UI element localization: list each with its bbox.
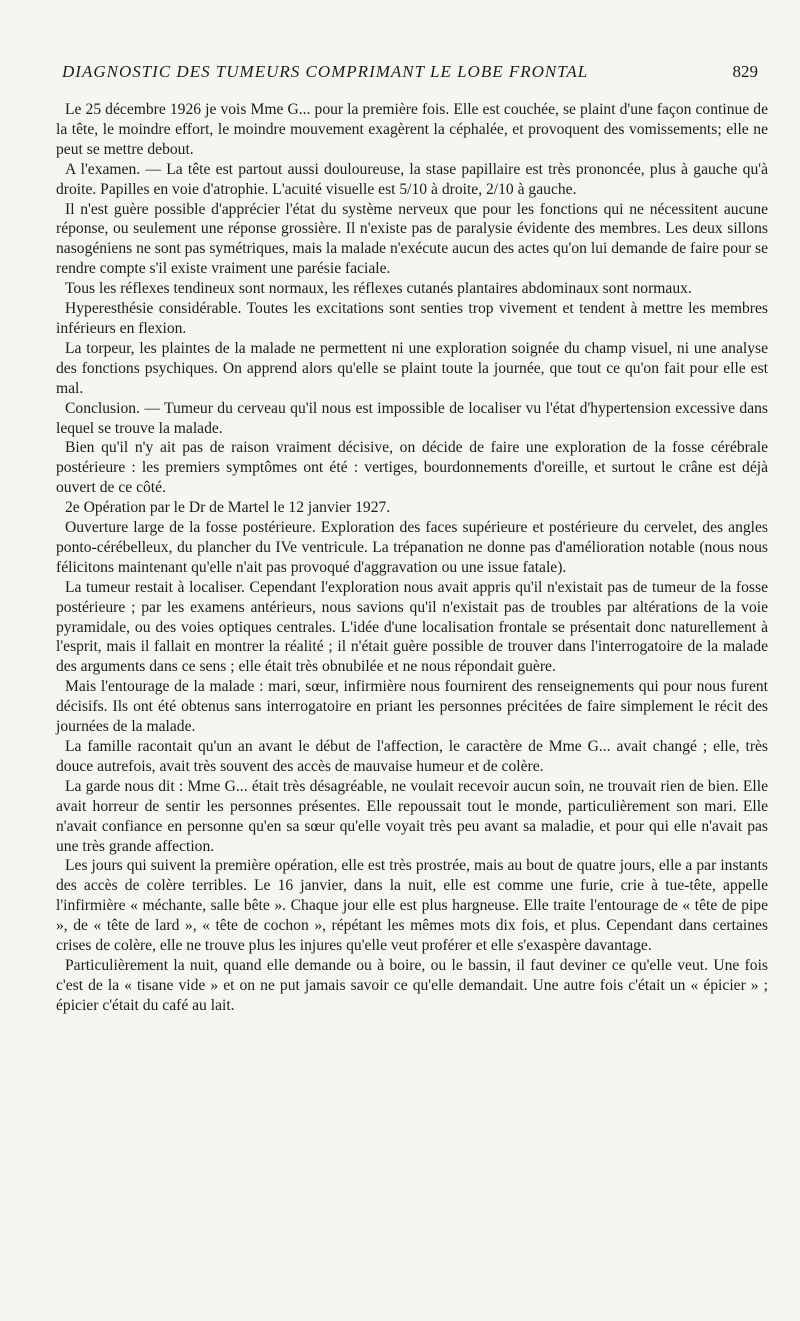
- paragraph: Particulièrement la nuit, quand elle demande ou à boire, ou le bassin, il faut deviner ce qu'elle veut. Une fois c'est de la « tisane vide » et on ne put jamais savoir ce qu'elle demandait. Une autre fois c'était un « épicier » ; épicier c'était du café au lait.: [56, 956, 768, 1014]
- paragraph: Bien qu'il n'y ait pas de raison vraiment décisive, on décide de faire une exploration de la fosse cérébrale postérieure : les premiers symptômes ont été : vertiges, bourdonnements d'oreille, et surtout le crâne est déjà ouvert de ce côté.: [56, 439, 768, 497]
- paragraph: Le 25 décembre 1926 je vois Mme G... pour la première fois. Elle est couchée, se plaint d'une façon continue de la tête, le moindre effort, le moindre mouvement exagèrent la céphalée, et provoquent des vomissements; elle ne peut se mettre debout.: [56, 101, 768, 158]
- paragraph: Les jours qui suivent la première opération, elle est très prostrée, mais au bout de quatre jours, elle a par instants des accès de colère terribles. Le 16 janvier, dans la nuit, elle est comme une furie, crie à tue-tête, appelle l'infirmière « méchante, salle bête ». Chaque jour elle est plus hargneuse. Elle traite l'entourage de « tête de pipe », de « tête de lard », « tête de cochon », répétant les mêmes mots dix fois, et plus. Cependant dans certaines crises de colère, elle ne trouve plus les injures qu'elle veut proférer et elle s'exaspère davantage.: [56, 857, 768, 955]
- paragraph: Conclusion. — Tumeur du cerveau qu'il nous est impossible de localiser vu l'état d'hypertension excessive dans lequel se trouve la malade.: [56, 399, 768, 437]
- paragraph: Mais l'entourage de la malade : mari, sœur, infirmière nous fournirent des renseignements qui pour nous furent décisifs. Ils ont été obtenus sans interrogatoire en priant les personnes précitées de faire simplement le récit des journées de la malade.: [56, 678, 768, 736]
- paragraph: A l'examen. — La tête est partout aussi douloureuse, la stase papillaire est très prononcée, plus à gauche qu'à droite. Papilles en voie d'atrophie. L'acuité visuelle est 5/10 à droite, 2/10 à gauche.: [56, 160, 768, 198]
- page-number: 829: [732, 62, 758, 81]
- paragraph: La tumeur restait à localiser. Cependant l'exploration nous avait appris qu'il n'existait pas de tumeur de la fosse postérieure ; par les examens antérieurs, nous savions qu'il n'existait pas de troubles par altérations de la voie pyramidale, ou des voies optiques centrales. L'idée d'une localisation frontale se présentait donc naturellement à l'esprit, mais il fallait en montrer la réalité ; il n'était guère possible de trouver dans l'interrogatoire de la malade des arguments dans ce sens ; elle était très obnubilée et ne nous répondait guère.: [56, 578, 768, 676]
- paragraph: 2e Opération par le Dr de Martel le 12 janvier 1927.: [65, 499, 391, 517]
- paragraph: Il n'est guère possible d'apprécier l'état du système nerveux que pour les fonctions qui ne nécessitent aucune réponse, ou seulement une réponse grossière. Il n'existe pas de paralysie évidente des membres. Les deux sillons nasogéniens ne sont pas symétriques, mais la malade n'exécute aucun des actes qu'on lui demande de faire pour se rendre compte s'il existe vraiment une parésie faciale.: [56, 200, 768, 278]
- paragraph: La torpeur, les plaintes de la malade ne permettent ni une exploration soignée du champ visuel, ni une analyse des fonctions psychiques. On apprend alors qu'elle se plaint toute la journée, que tout ce qu'on fait pour elle est mal.: [56, 339, 768, 397]
- paragraph: La famille racontait qu'un an avant le début de l'affection, le caractère de Mme G... avait changé ; elle, très douce autrefois, avait très souvent des accès de mauvaise humeur et de colère.: [56, 738, 768, 775]
- paragraph: Ouverture large de la fosse postérieure. Exploration des faces supérieure et postérieure du cervelet, des angles ponto-cérébelleux, du plancher du IVe ventricule. La trépanation ne donne pas d'amélioration notable (nous nous félicitons maintenant qu'elle n'ait pas provoqué d'aggravation ou une issue fatale).: [56, 519, 768, 576]
- paragraph: Hyperesthésie considérable. Toutes les excitations sont senties trop vivement et tendent à mettre les membres inférieurs en flexion.: [56, 300, 768, 337]
- running-head: DIAGNOSTIC DES TUMEURS COMPRIMANT LE LOBE FRONTAL: [62, 62, 589, 81]
- paragraph: Tous les réflexes tendineux sont normaux, les réflexes cutanés plantaires abdominaux sont normaux.: [65, 280, 692, 298]
- paragraph: La garde nous dit : Mme G... était très désagréable, ne voulait recevoir aucun soin, ne trouvait rien de bien. Elle avait horreur de sentir les personnes présentes. Elle repoussait tout le monde, particulièrement son mari. Elle n'avait confiance en personne qu'en sa sœur qu'elle voyait très peu avant sa maladie, et pour qui elle n'avait pas une très grande affection.: [56, 777, 768, 855]
- body-text: [56, 100, 768, 1016]
